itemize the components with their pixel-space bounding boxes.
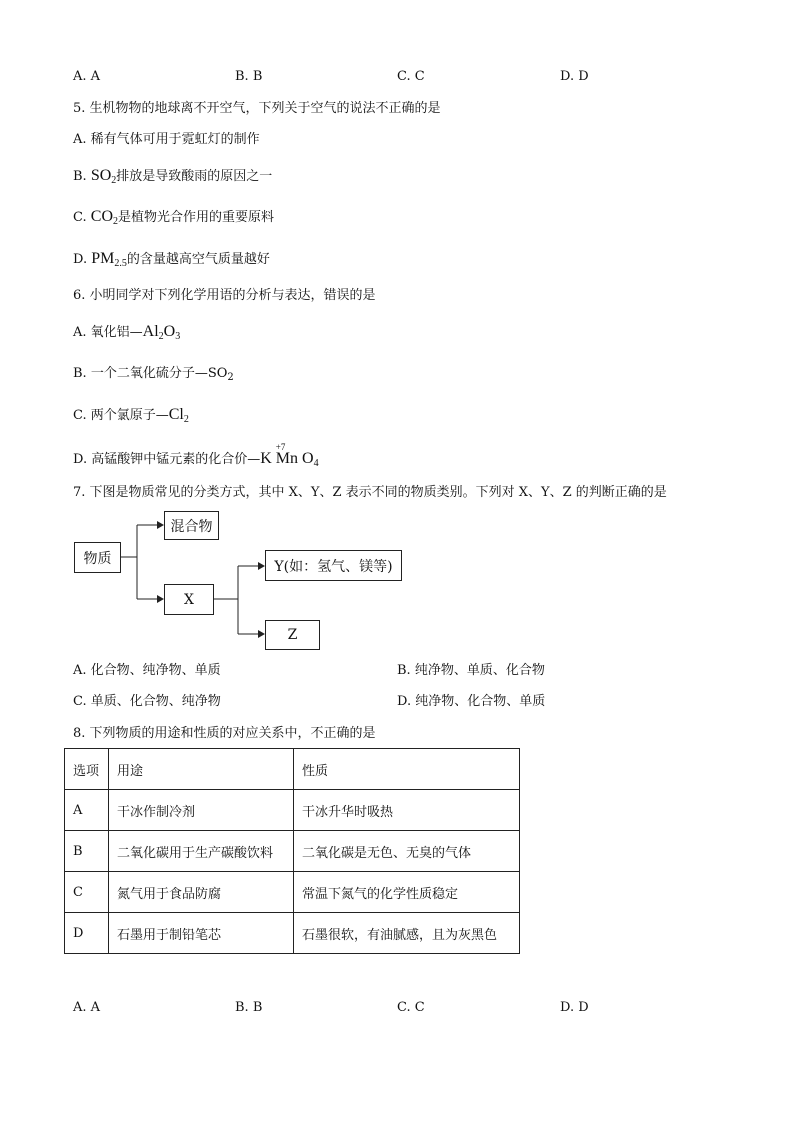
table-cell-option: C	[65, 872, 109, 913]
q6-d-text: D. 高锰酸钾中锰元素的化合价—	[73, 452, 261, 467]
q6-b-text: B. 一个二氧化硫分子—SO	[73, 366, 228, 381]
table-cell-property: 常温下氮气的化学性质稳定	[294, 872, 520, 913]
table-row	[65, 790, 520, 831]
table-cell-use: 干冰作制冷剂	[109, 790, 294, 831]
q5-b-text: 排放是导致酸雨的原因之一	[116, 169, 273, 184]
q6-c-text: C. 两个氯原子—	[73, 408, 169, 423]
table-row	[65, 872, 520, 913]
q6-a-text: A. 氧化铝—	[73, 325, 143, 340]
q4-option-c: C. C	[397, 69, 425, 84]
q5-b-formula-main: SO	[90, 167, 112, 184]
q5-c-text: 是植物光合作用的重要原料	[118, 210, 275, 225]
table-cell-property: 二氧化碳是无色、无臭的气体	[294, 831, 520, 872]
q4-option-b: B. B	[235, 69, 263, 84]
q6-a-sub1: 2	[158, 331, 164, 342]
q8-option-d: D. D	[560, 1000, 589, 1015]
q5-d-prefix: D.	[73, 252, 88, 267]
q6-a-o: O	[163, 323, 176, 340]
q5-c-formula-sub: 2	[113, 216, 118, 227]
q4-option-a: A. A	[73, 69, 101, 84]
q7-option-b: B. 纯净物、单质、化合物	[397, 663, 545, 678]
arrow-mixture	[157, 521, 164, 529]
q5-option-a: A. 稀有气体可用于霓虹灯的制作	[73, 132, 260, 147]
q6-d-valence: +7	[275, 442, 286, 452]
q5-c-prefix: C.	[73, 210, 87, 225]
q5-b-formula-sub: 2	[111, 175, 117, 186]
q7-option-d: D. 纯净物、化合物、单质	[397, 694, 546, 709]
q6-stem: 6. 小明同学对下列化学用语的分析与表达，错误的是	[73, 288, 376, 303]
q8-stem: 8. 下列物质的用途和性质的对应关系中，不正确的是	[73, 726, 376, 741]
q6-c-cl: Cl	[168, 406, 184, 423]
table-cell-option: B	[65, 831, 109, 872]
diagram-node-root: 物质	[74, 542, 121, 573]
q8-option-a: A. A	[73, 1000, 101, 1015]
q4-option-d: D. D	[560, 69, 589, 84]
table-header-property: 性质	[294, 749, 520, 790]
q6-c-sub: 2	[183, 414, 189, 425]
diagram-node-x: X	[164, 584, 214, 615]
q6-b-sub: 2	[227, 372, 234, 383]
arrow-x	[157, 595, 164, 603]
table-cell-option: D	[65, 913, 109, 954]
arrow-y	[258, 562, 265, 570]
q8-option-c: C. C	[397, 1000, 425, 1015]
q5-d-formula-sub: 2.5	[114, 258, 127, 269]
diagram-node-mixture: 混合物	[164, 511, 219, 540]
table-header-row	[65, 749, 520, 790]
q6-d-mn: Mn	[275, 450, 299, 467]
q6-d-sub: 4	[313, 458, 319, 469]
q5-stem: 5. 生机物物的地球离不开空气，下列关于空气的说法不正确的是	[73, 101, 441, 116]
q6-a-al: Al	[142, 323, 159, 340]
arrow-z	[258, 630, 265, 638]
q8-option-b: B. B	[235, 1000, 263, 1015]
q7-stem: 7. 下图是物质常见的分类方式，其中 X、Y、Z 表示不同的物质类别。下列对 X、Y、Z 的判断正确的是	[73, 485, 667, 500]
table-cell-use: 二氧化碳用于生产碳酸饮料	[109, 831, 294, 872]
q6-d-o: O	[302, 450, 314, 467]
q7-option-c: C. 单质、化合物、纯净物	[73, 694, 221, 709]
q5-d-text: 的含量越高空气质量越好	[126, 252, 270, 267]
table-row	[65, 831, 520, 872]
diagram-node-y: Y(如：氢气、镁等)	[265, 550, 402, 581]
table-row	[65, 913, 520, 954]
q5-d-formula-main: PM	[91, 250, 115, 267]
table-header-use: 用途	[109, 749, 294, 790]
q6-a-sub2: 3	[175, 331, 181, 342]
q5-c-formula-main: CO	[90, 208, 113, 225]
table-cell-option: A	[65, 790, 109, 831]
q5-b-prefix: B.	[73, 169, 87, 184]
table-cell-property: 石墨很软，有油腻感，且为灰黑色	[294, 913, 520, 954]
diagram-node-z: Z	[265, 620, 320, 650]
table-cell-use: 氮气用于食品防腐	[109, 872, 294, 913]
q8-table	[64, 748, 520, 954]
q6-d-k: K	[260, 450, 272, 467]
q7-option-a: A. 化合物、纯净物、单质	[73, 663, 221, 678]
table-header-option: 选项	[65, 749, 109, 790]
table-cell-use: 石墨用于制铅笔芯	[109, 913, 294, 954]
table-cell-property: 干冰升华时吸热	[294, 790, 520, 831]
